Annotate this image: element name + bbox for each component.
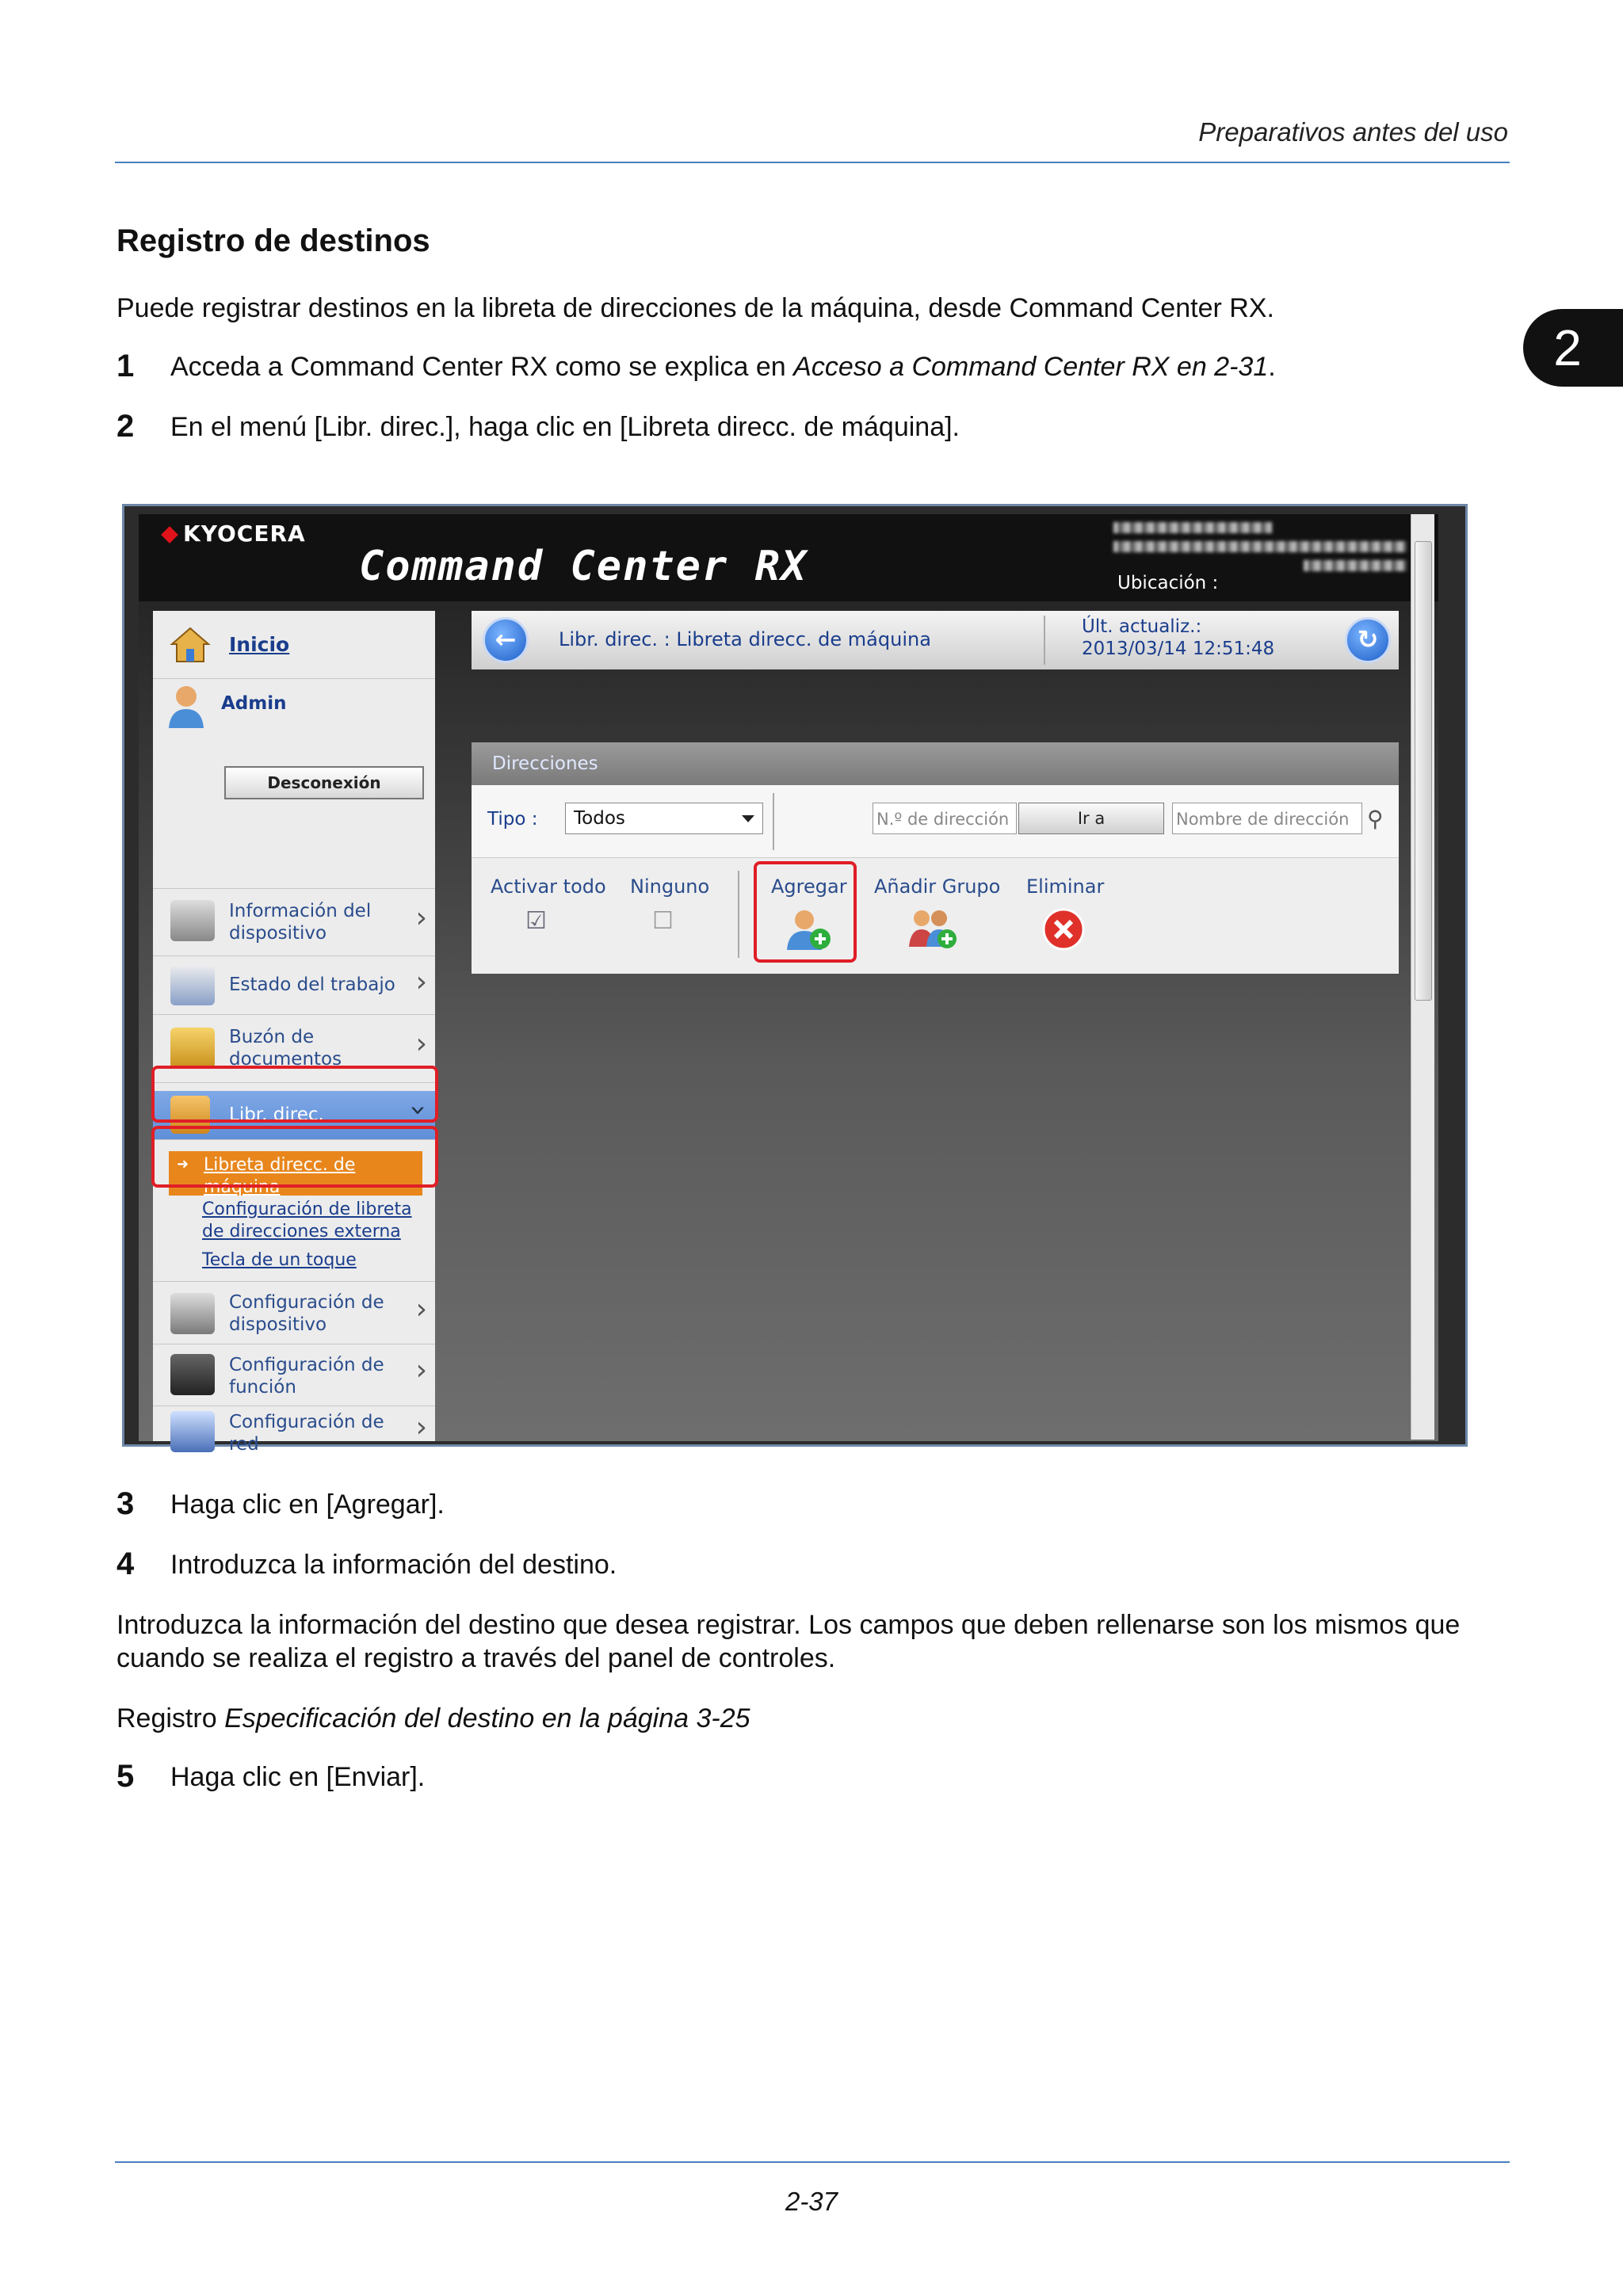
chevron-right-icon: › <box>415 1028 427 1060</box>
step-number: 4 <box>116 1547 135 1581</box>
logout-button[interactable]: Desconexión <box>224 766 424 799</box>
goto-button[interactable]: Ir a <box>1018 803 1164 834</box>
app-title: Command Center RX <box>359 543 808 590</box>
sidebar-item-label: Configuración de función <box>229 1355 384 1398</box>
sidebar-item-device-info[interactable] <box>153 888 435 956</box>
chevron-right-icon: › <box>415 966 427 998</box>
chapter-tab <box>1523 309 1623 387</box>
none-icon[interactable]: ☐ <box>652 907 674 935</box>
divider <box>773 793 774 850</box>
chevron-right-icon: › <box>415 1354 427 1386</box>
sidebar-item-label: Estado del trabajo <box>229 974 395 995</box>
add-label[interactable]: Agregar <box>771 875 847 898</box>
sidebar-item-network-settings[interactable] <box>153 1406 435 1455</box>
admin-avatar <box>166 682 207 731</box>
vertical-scrollbar[interactable] <box>1411 514 1434 1440</box>
panel-title: Direcciones <box>492 753 598 774</box>
home-icon <box>169 625 212 665</box>
chevron-right-icon: › <box>415 902 427 934</box>
blurred-info <box>1113 522 1272 533</box>
sidebar-item-label: Configuración de red <box>229 1412 384 1455</box>
sidebar-item-label: Configuración de dispositivo <box>229 1292 384 1335</box>
step-number: 5 <box>116 1759 135 1794</box>
sidebar-item-job-status[interactable] <box>153 956 435 1015</box>
network-settings-icon <box>170 1411 215 1452</box>
sidebar-item-label: Información del dispositivo <box>229 901 372 944</box>
intro-paragraph: Puede registrar destinos en la libreta de direcciones de la máquina, desde Command Center RX. <box>116 293 1274 323</box>
arrow-left-icon: ← <box>495 624 517 654</box>
sidebar-item-label: Libr. direc. <box>229 1104 324 1125</box>
sidebar-item-label: Buzón de documentos <box>229 1027 342 1070</box>
step-text: Haga clic en [Agregar]. <box>170 1489 445 1520</box>
device-info-icon <box>170 900 215 941</box>
last-update: Últ. actualiz.: 2013/03/14 12:51:48 <box>1082 616 1275 659</box>
submenu-external-address-book[interactable]: Configuración de libreta de direcciones externa <box>202 1199 412 1241</box>
highlight-address-book-menu <box>151 1066 438 1123</box>
sidebar-item-home[interactable] <box>153 611 435 679</box>
cross-reference: Acceso a Command Center RX en 2-31 <box>793 352 1269 382</box>
page-number: 2-37 <box>785 2187 838 2216</box>
header-rule <box>115 162 1510 163</box>
add-group-label[interactable]: Añadir Grupo <box>874 875 1001 898</box>
select-all-icon[interactable]: ☑ <box>525 907 547 935</box>
chevron-down-icon: › <box>402 1104 435 1116</box>
chapter-number: 2 <box>1553 319 1582 376</box>
kyocera-logo: KYOCERA <box>161 521 306 547</box>
arrow-right-icon: ➜ <box>177 1156 189 1173</box>
highlight-add-button <box>754 861 857 963</box>
section-title: Registro de destinos <box>116 223 430 258</box>
home-link[interactable]: Inicio <box>229 633 290 656</box>
address-number-input[interactable]: N.º de dirección <box>873 803 1017 834</box>
type-label: Tipo : <box>487 809 538 830</box>
delete-icon[interactable] <box>1041 907 1086 955</box>
step-number: 1 <box>116 349 135 383</box>
job-status-icon <box>170 964 215 1005</box>
breadcrumb-bar <box>472 611 1399 669</box>
step-number: 2 <box>116 409 135 444</box>
type-select[interactable]: Todos <box>565 803 763 834</box>
document-box-icon <box>170 1028 215 1069</box>
address-name-input[interactable]: Nombre de dirección <box>1172 803 1362 834</box>
chevron-right-icon: › <box>415 1293 427 1325</box>
divider <box>1044 616 1045 665</box>
step-text: Acceda a Command Center RX como se explica en Acceso a Command Center RX en 2-31. <box>170 352 1276 382</box>
footer-rule <box>115 2161 1510 2163</box>
filter-row <box>472 785 1399 858</box>
breadcrumb: Libr. direc. : Libreta direcc. de máquina <box>559 628 931 650</box>
user-name: Admin <box>221 693 287 714</box>
function-settings-icon <box>170 1354 215 1395</box>
addresses-panel <box>472 742 1399 974</box>
chevron-down-icon <box>742 815 754 822</box>
search-icon[interactable]: ⚲ <box>1367 806 1384 832</box>
blurred-info <box>1304 560 1407 571</box>
none-label[interactable]: Ninguno <box>630 875 710 898</box>
reference-line: Registro Especificación del destino en la página 3-25 <box>116 1703 750 1733</box>
step-text: Introduzca la información del destino. <box>170 1550 617 1580</box>
submenu-one-touch-key[interactable]: Tecla de un toque <box>202 1250 357 1270</box>
submenu-label: Libreta direcc. de máquina <box>204 1155 356 1197</box>
kyocera-logo-icon <box>161 526 178 543</box>
step-number: 3 <box>116 1486 135 1521</box>
chevron-right-icon: › <box>415 1411 427 1444</box>
command-center-screenshot <box>122 504 1468 1455</box>
blurred-info <box>1113 541 1407 552</box>
refresh-button[interactable] <box>1345 617 1391 663</box>
highlight-machine-address-book <box>151 1126 438 1188</box>
actions-row <box>472 858 1399 974</box>
sidebar <box>153 611 435 1455</box>
step-4-detail: Introduzca la información del destino que desea registrar. Los campos que deben rellenarse son los mismos que cuando se realiza el registro a través del panel de controles. <box>116 1610 1461 1673</box>
step-text: En el menú [Libr. direc.], haga clic en [Libreta direcc. de máquina]. <box>170 412 960 442</box>
add-group-icon[interactable] <box>909 907 960 955</box>
panel-header <box>472 742 1399 785</box>
browser-viewport <box>139 514 1438 1455</box>
divider <box>738 871 739 958</box>
running-title: Preparativos antes del uso <box>1198 117 1508 147</box>
app-header <box>139 514 1438 601</box>
delete-label[interactable]: Eliminar <box>1026 875 1105 898</box>
cross-reference: Especificación del destino en la página 3-25 <box>224 1703 750 1733</box>
step-text: Haga clic en [Enviar]. <box>170 1762 426 1792</box>
device-settings-icon <box>170 1293 215 1334</box>
scrollbar-thumb[interactable] <box>1415 541 1432 1001</box>
sidebar-item-device-settings[interactable] <box>153 1281 435 1344</box>
select-all-label[interactable]: Activar todo <box>491 875 606 898</box>
sidebar-item-function-settings[interactable] <box>153 1344 435 1406</box>
back-button[interactable] <box>483 617 529 663</box>
location-label: Ubicación : <box>1117 573 1219 593</box>
refresh-icon: ↻ <box>1357 624 1379 654</box>
